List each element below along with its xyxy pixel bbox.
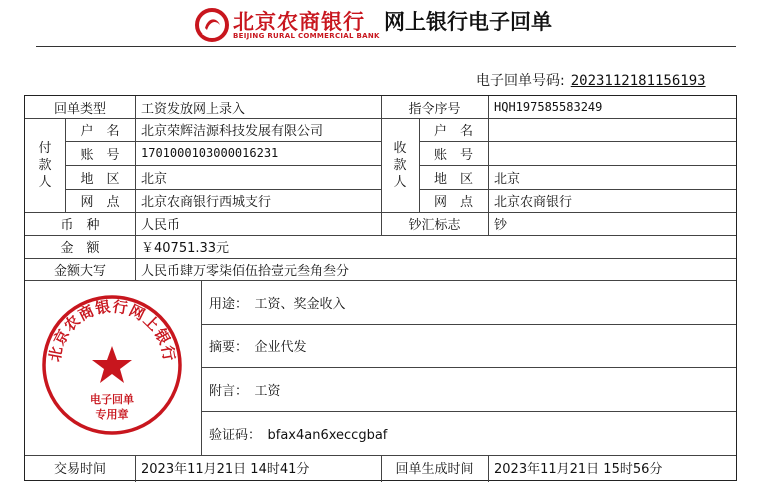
seq-value: HQH197585583249 [494,100,603,114]
official-seal-icon [39,292,185,438]
currency-label: 币 种 [60,218,100,233]
payer-account-value: 1701000103000016231 [141,146,279,160]
payee-name-label: 户 名 [433,124,473,139]
cash-flag-value: 钞 [494,218,508,233]
receipt-serial [476,70,706,90]
payer-account-label: 账 号 [80,147,120,163]
summary-line: 摘要： 企业代发 [209,340,307,355]
payer-name-value: 北京荣辉洁源科技发展有限公司 [141,124,324,139]
generated-time-label: 回单生成时间 [395,462,474,477]
amount-label: 金 额 [60,241,100,256]
serial-label: 电子回单号码: [476,73,565,89]
receipt-header [0,0,758,48]
payee-region-value: 北京 [494,171,521,187]
payer-branch-label: 网 点 [80,195,120,210]
bank-name: 北京农商银行 [233,10,365,34]
amount-words-label: 金额大写 [53,263,106,279]
payer-group-label: 付款人 [38,140,52,190]
payer-region-value: 北京 [141,171,168,187]
receipt-form [24,95,737,481]
serial-value: 2023112181156193 [570,73,706,89]
trade-time-label: 交易时间 [53,462,106,477]
payee-group-label: 收款人 [393,140,407,190]
payee-branch-label: 网 点 [433,195,473,210]
payee-region-label: 地 区 [433,171,473,187]
purpose-line: 用途： 工资、奖金收入 [209,296,346,312]
amount-words-value: 人民币肆万零柒佰伍拾壹元叁角叁分 [141,263,350,279]
document-title: 网上银行电子回单 [384,10,552,34]
generated-time-value: 2023年11月21日 15时56分 [494,462,663,477]
seal-center-line2: 专用章 [95,408,129,421]
type-label: 回单类型 [53,101,106,117]
payee-branch-value: 北京农商银行 [494,195,573,210]
payee-account-value [488,141,736,165]
seal-center-line1: 电子回单 [90,393,134,406]
amount-value: ￥40751.33元 [141,241,230,256]
seq-label: 指令序号 [408,101,461,117]
header-divider [36,46,736,47]
verify-code-line: 验证码： bfax4an6xeccgbaf [209,427,388,443]
bank-logo-icon [195,8,229,42]
payee-account-label: 账 号 [433,147,473,163]
remark-line: 附言： 工资 [209,383,281,399]
cash-flag-label: 钞汇标志 [408,218,461,233]
payer-branch-value: 北京农商银行西城支行 [141,195,272,210]
type-value: 工资发放网上录入 [141,101,246,117]
bank-name-en: BEIJING RURAL COMMERCIAL BANK [233,32,380,40]
currency-value: 人民币 [141,218,181,233]
payee-name-value [488,118,736,141]
trade-time-value: 2023年11月21日 14时41分 [141,462,310,477]
seal-ring-text: 北京农商银行网上银行 [45,297,179,364]
payer-region-label: 地 区 [80,171,120,187]
payer-name-label: 户 名 [80,124,120,139]
